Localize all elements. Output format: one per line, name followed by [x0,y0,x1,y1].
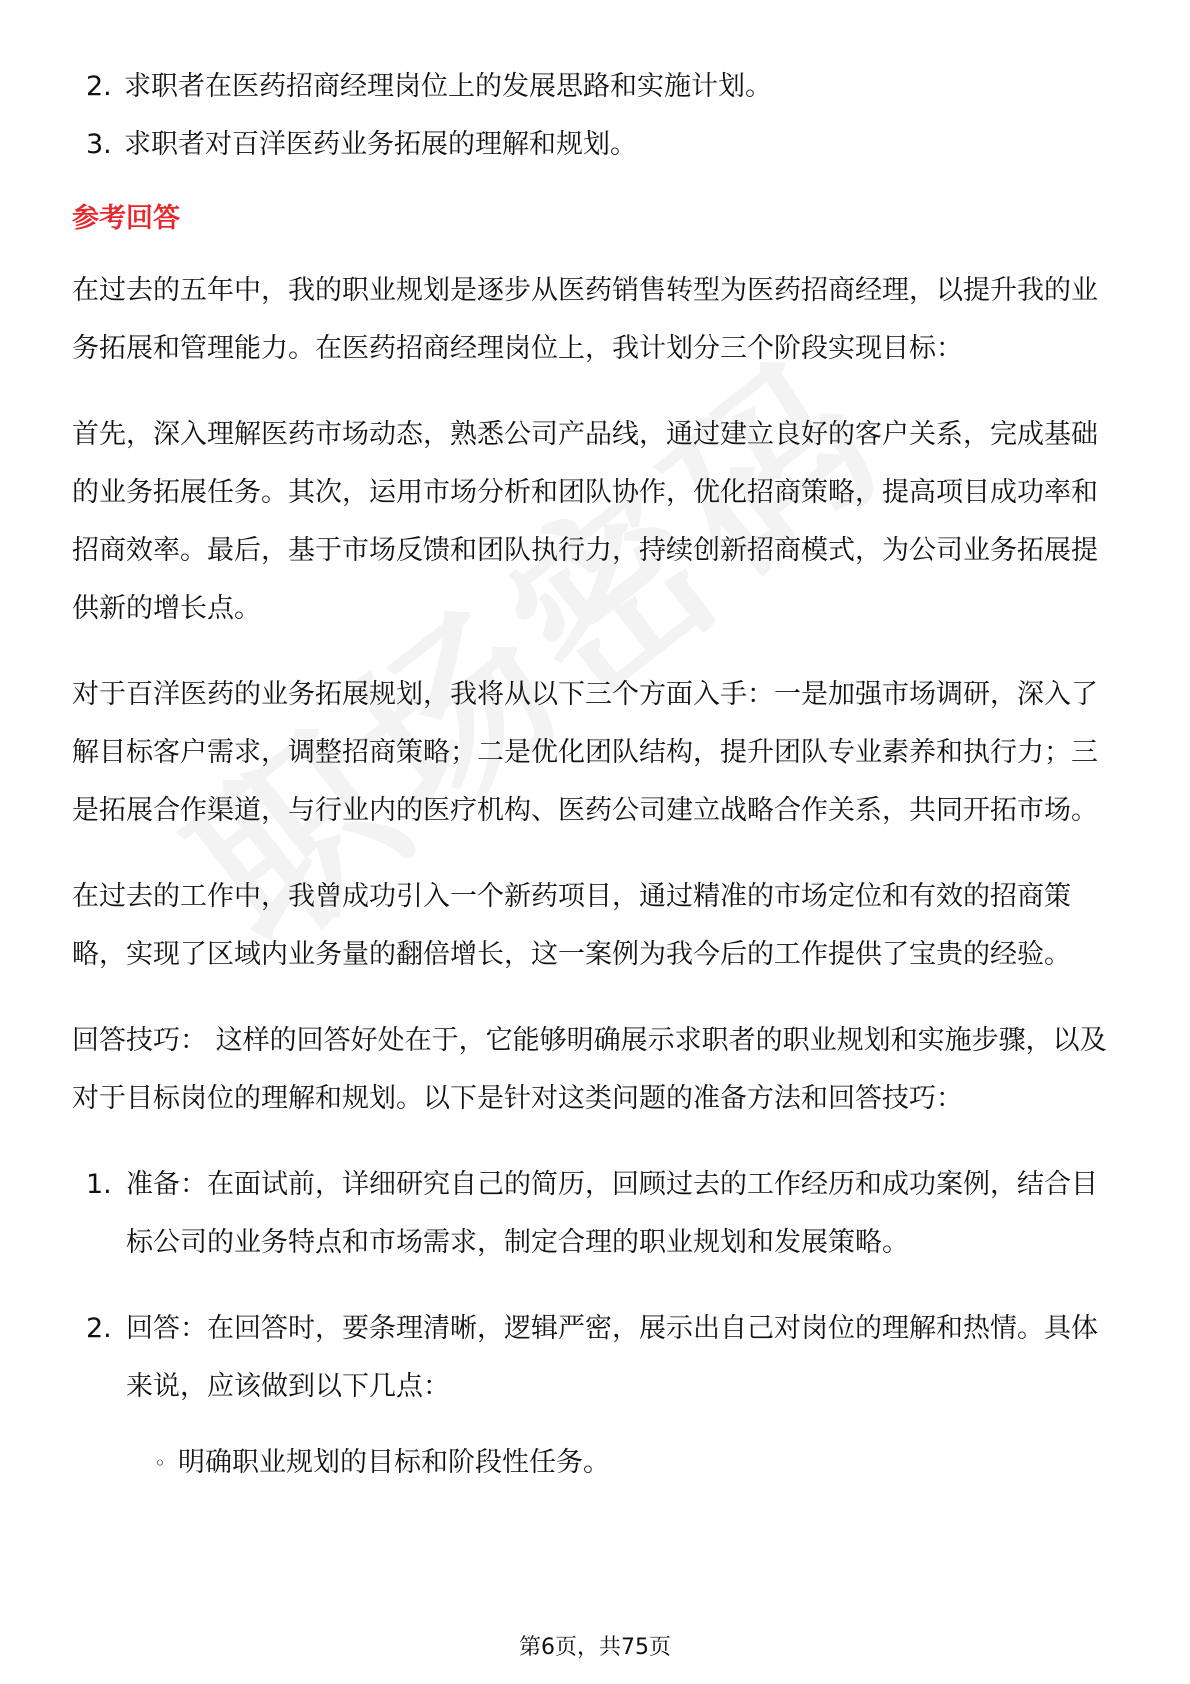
list-item [72,58,1112,116]
list-number: 1. [86,1169,112,1200]
list-item-text: 求职者对百洋医药业务拓展的理解和规划。 [124,129,637,160]
tips-list [72,1156,1112,1492]
list-item [72,1300,1112,1492]
list-item-text: 求职者在医药招商经理岗位上的发展思路和实施计划。 [124,71,772,102]
sub-list-item-text: 明确职业规划的目标和阶段性任务。 [178,1447,610,1478]
list-item [72,116,1112,174]
paragraph: 在过去的五年中，我的职业规划是逐步从医药销售转型为医药招商经理，以提升我的业务拓展和管理能力。在医药招商经理岗位上，我计划分三个阶段实现目标： [72,275,1098,364]
question-list [72,58,1112,174]
sub-list-item [126,1434,1112,1492]
paragraph: 对于百洋医药的业务拓展规划，我将从以下三个方面入手：一是加强市场调研，深入了解目标客户需求，调整招商策略；二是优化团队结构，提升团队专业素养和执行力；三是拓展合作渠道，与行业内的医疗机构、医药公司建立战略合作关系，共同开拓市场。 [72,679,1098,826]
page-number-footer: 第6页，共75页 [519,1635,671,1660]
sub-bullet-list [126,1434,1112,1492]
list-item-text: 准备：在面试前，详细研究自己的简历，回顾过去的工作经历和成功案例，结合目标公司的业务特点和市场需求，制定合理的职业规划和发展策略。 [126,1169,1098,1258]
list-item [72,1156,1112,1272]
paragraph: 首先，深入理解医药市场动态，熟悉公司产品线，通过建立良好的客户关系，完成基础的业务拓展任务。其次，运用市场分析和团队协作，优化招商策略，提高项目成功率和招商效率。最后，基于市场反馈和团队执行力，持续创新招商模式，为公司业务拓展提供新的增长点。 [72,419,1098,624]
list-number: 2. [86,1313,112,1344]
document-content [72,58,1112,1520]
section-heading: 参考回答 [72,203,180,234]
paragraph: 回答技巧： 这样的回答好处在于，它能够明确展示求职者的职业规划和实施步骤，以及对于目标岗位的理解和规划。以下是针对这类问题的准备方法和回答技巧： [72,1025,1107,1114]
bullet-icon: ◦ [154,1451,166,1475]
list-item-text: 回答：在回答时，要条理清晰，逻辑严密，展示出自己对岗位的理解和热情。具体来说，应该做到以下几点： [126,1313,1098,1402]
list-number: 3. [86,129,112,160]
paragraph: 在过去的工作中，我曾成功引入一个新药项目，通过精准的市场定位和有效的招商策略，实现了区域内业务量的翻倍增长，这一案例为我今后的工作提供了宝贵的经验。 [72,881,1071,970]
list-number: 2. [86,71,112,102]
